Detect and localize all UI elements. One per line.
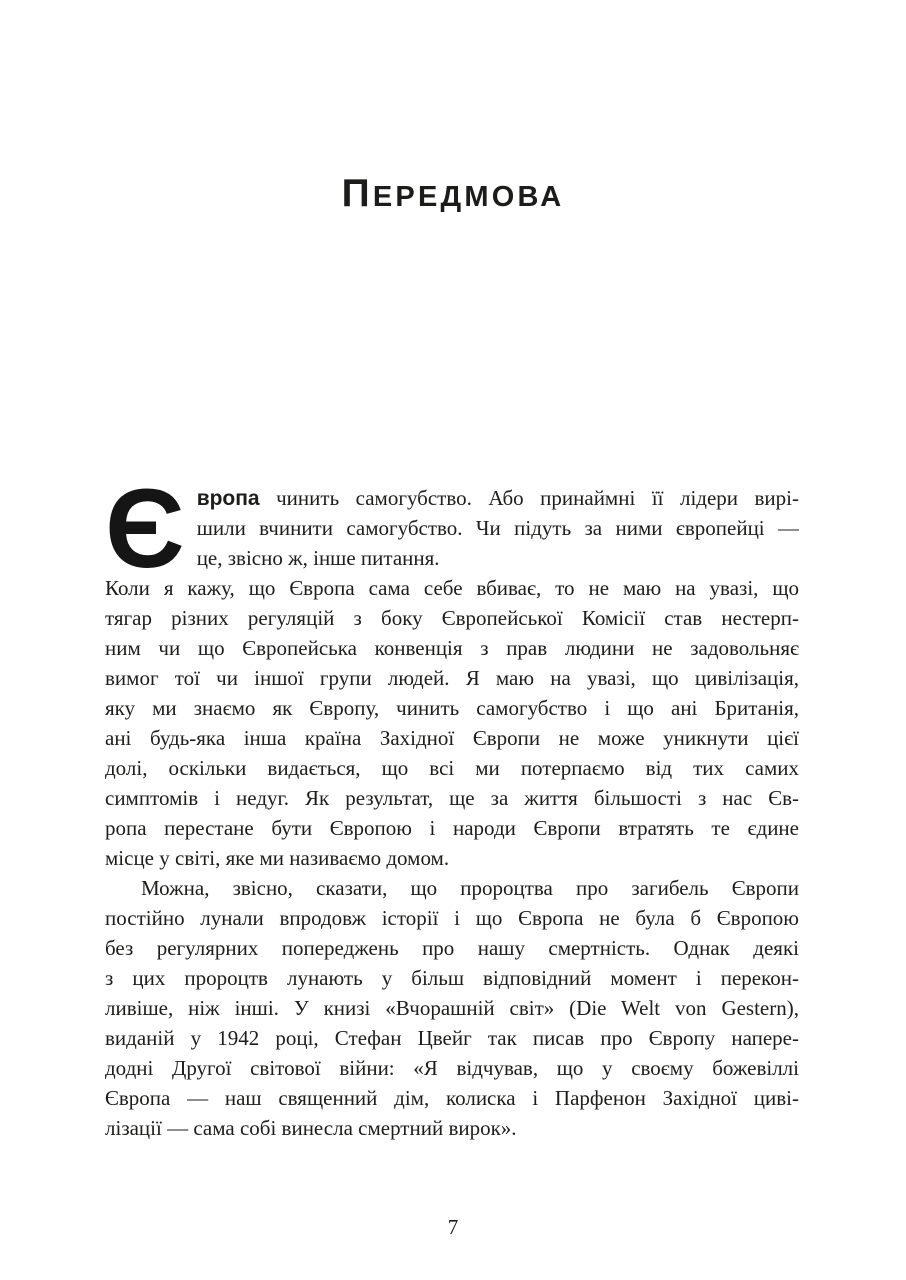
text-line: лізації — сама собі винесла смертний вирок». xyxy=(105,1116,517,1140)
text-line: ропа перестане бути Європою і народи Європи втратять те єдине xyxy=(105,816,799,840)
text-line xyxy=(197,483,799,513)
lead-word: вропа xyxy=(196,487,260,510)
text-line-part: чинить самогубство. Або принаймні її лідери вирі- xyxy=(276,486,799,510)
text-line: вимог тої чи іншої групи людей. Я маю на увазі, що цивілізація, xyxy=(105,666,799,690)
text-line: з цих пророцтв лунають у більш відповідний момент і перекон- xyxy=(105,966,799,990)
text-line: постійно лунали впродовж історії і що Європа не була б Європою xyxy=(105,906,799,930)
text-line: Коли я кажу, що Європа сама себе вбиває, то не маю на увазі, що xyxy=(105,576,799,600)
drop-cap: Є xyxy=(105,483,185,591)
text-line: без регулярних попереджень про нашу смертність. Однак деякі xyxy=(105,936,799,960)
text-line: симптомів і недуг. Як результат, ще за життя більшості з нас Єв- xyxy=(105,786,799,810)
text-line: ливіше, ніж інші. У книзі «Вчорашній світ» (Die Welt von Gestern), xyxy=(105,996,799,1020)
paragraph-2 xyxy=(105,573,799,873)
chapter-title-rest: ЕРЕДМОВА xyxy=(372,181,565,213)
text-line: долі, оскільки видається, що всі ми потерпаємо від тих самих xyxy=(105,756,799,780)
chapter-title-initial: П xyxy=(341,172,373,215)
text-line: Європа — наш священний дім, колиска і Парфенон Західної циві- xyxy=(105,1086,799,1110)
text-line: ані будь-яка інша країна Західної Європи не може уникнути цієї xyxy=(105,726,799,750)
chapter-title xyxy=(0,174,906,217)
text-line: шили вчинити самогубство. Чи підуть за ними європейці — xyxy=(196,516,799,540)
text-line: місце у світі, яке ми називаємо домом. xyxy=(105,846,450,870)
text-line: тягар різних регуляцій з боку Європейської Комісії став нестерп- xyxy=(105,606,799,630)
text-line: Можна, звісно, сказати, що пророцтва про загибель Європи xyxy=(141,876,799,900)
body-text xyxy=(105,483,799,1143)
page-number: 7 xyxy=(447,1215,459,1239)
paragraph-3 xyxy=(105,873,799,1143)
text-line: ним чи що Європейська конвенція з прав людини не задовольняє xyxy=(105,636,799,660)
text-line: яку ми знаємо як Європу, чинить самогубство і що ані Британія, xyxy=(105,696,799,720)
text-line: це, звісно ж, інше питання. xyxy=(196,546,440,570)
text-line: виданій у 1942 році, Стефан Цвейг так писав про Європу напере- xyxy=(105,1026,799,1050)
text-line: додні Другої світової війни: «Я відчував, що у своєму божевіллі xyxy=(105,1056,799,1080)
